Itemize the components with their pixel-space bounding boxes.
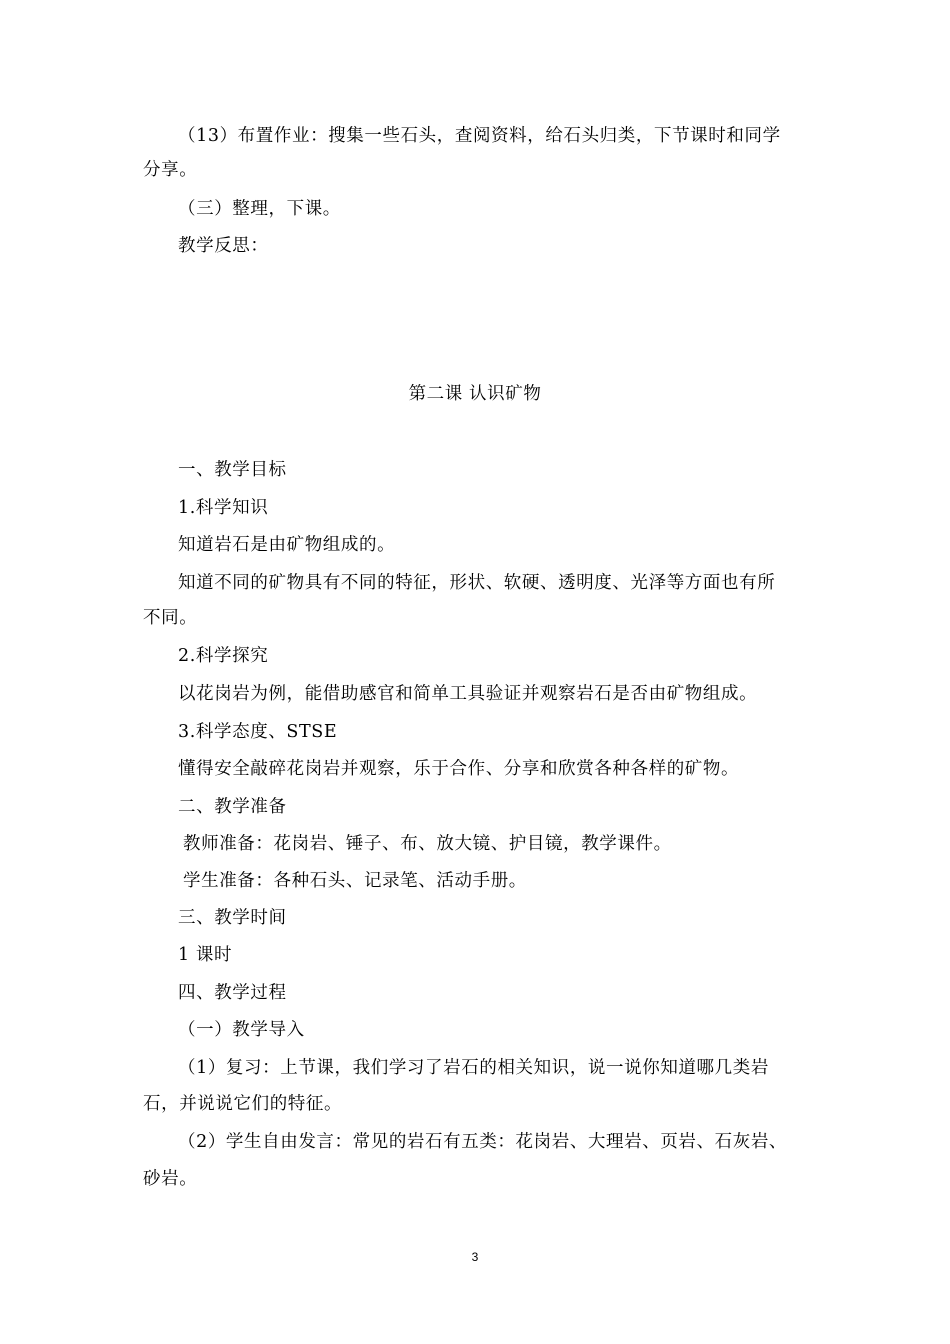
wrap-up-line: （三）整理，下课。 <box>178 199 341 219</box>
paragraph: 以花岗岩为例，能借助感官和简单工具验证并观察岩石是否由矿物组成。 <box>178 684 758 704</box>
paragraph: （1）复习：上节课，我们学习了岩石的相关知识，说一说你知道哪几类岩 <box>178 1058 769 1078</box>
paragraph: 教师准备：花岗岩、锤子、布、放大镜、护目镜，教学课件。 <box>183 834 672 854</box>
paragraph: 懂得安全敲碎花岗岩并观察，乐于合作、分享和欣赏各种各样的矿物。 <box>178 759 740 779</box>
page-number: 3 <box>471 1250 479 1264</box>
section-heading-time: 三、教学时间 <box>178 908 287 928</box>
paragraph: 知道岩石是由矿物组成的。 <box>178 535 396 555</box>
lesson-title: 第二课 认识矿物 <box>408 384 542 404</box>
homework-line-cont: 分享。 <box>143 160 198 180</box>
subheading-attitude: 3.科学态度、STSE <box>178 722 338 742</box>
homework-line: （13）布置作业：搜集一些石头，查阅资料，给石头归类，下节课时和同学 <box>178 126 781 146</box>
paragraph: 学生准备：各种石头、记录笔、活动手册。 <box>183 871 527 891</box>
section-heading-process: 四、教学过程 <box>178 983 287 1003</box>
paragraph: 1 课时 <box>178 945 233 965</box>
paragraph-cont: 石，并说说它们的特征。 <box>143 1094 343 1114</box>
subheading-inquiry: 2.科学探究 <box>178 646 269 666</box>
section-heading-goals: 一、教学目标 <box>178 460 287 480</box>
paragraph-cont: 不同。 <box>143 608 198 628</box>
reflection-label: 教学反思： <box>178 236 269 256</box>
subheading-knowledge: 1.科学知识 <box>178 498 269 518</box>
paragraph: （2）学生自由发言：常见的岩石有五类：花岗岩、大理岩、页岩、石灰岩、 <box>178 1132 788 1152</box>
paragraph-cont: 砂岩。 <box>143 1169 198 1189</box>
paragraph: 知道不同的矿物具有不同的特征，形状、软硬、透明度、光泽等方面也有所 <box>178 573 776 593</box>
subheading-intro: （一）教学导入 <box>178 1020 305 1040</box>
section-heading-prep: 二、教学准备 <box>178 797 287 817</box>
